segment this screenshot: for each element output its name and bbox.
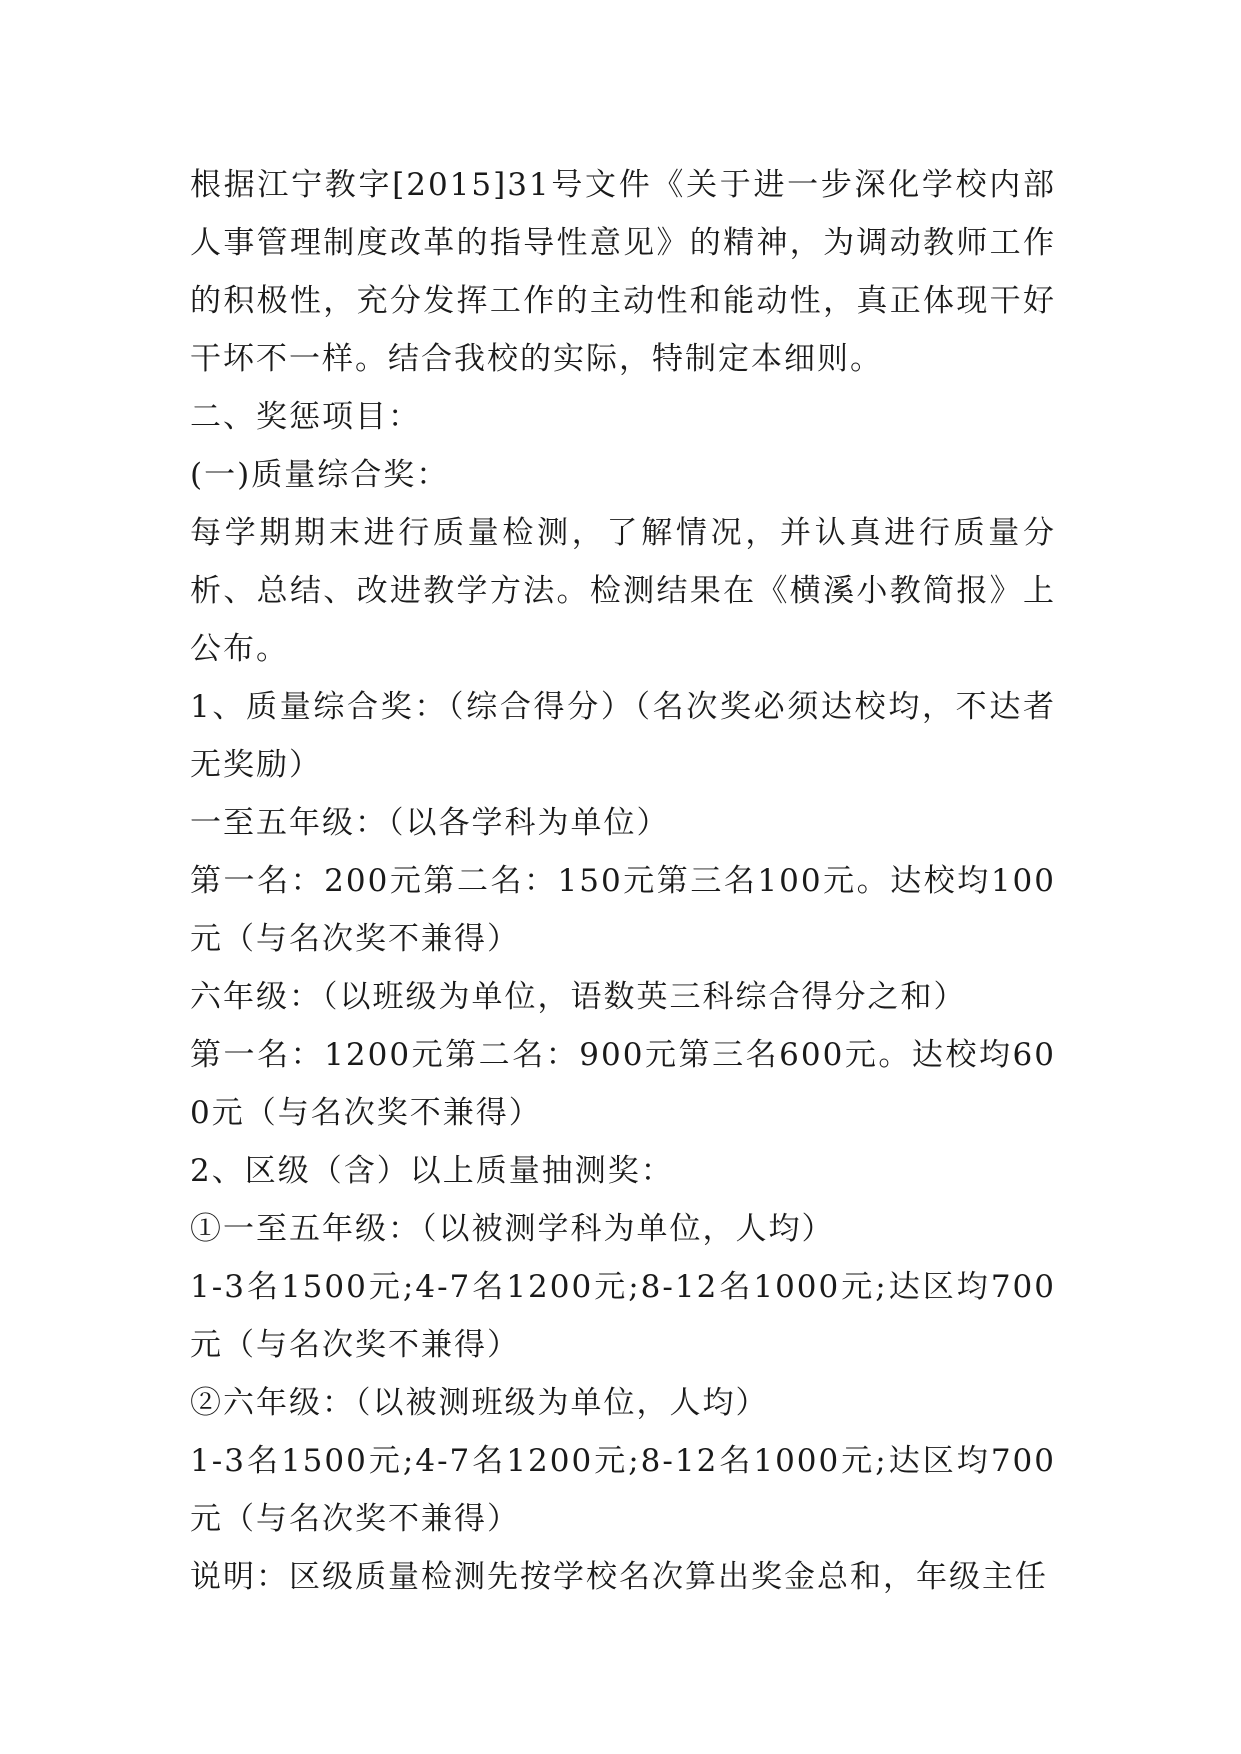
item-grades-1-5: 一至五年级：（以各学科为单位） (190, 805, 670, 841)
section-heading-rewards: 二、奖惩项目： (190, 399, 421, 435)
subsection-heading-quality-award: (一)质量综合奖： (190, 457, 450, 493)
paragraph-quality-testing: 每学期期末进行质量检测，了解情况，并认真进行质量分析、总结、改进教学方法。检测结果在《横溪小教简报》上公布。 (190, 515, 1056, 667)
item-grade-6: 六年级：（以班级为单位，语数英三科综合得分之和） (190, 979, 967, 1015)
item-district-grade-6: ②六年级：（以被测班级为单位，人均） (190, 1385, 769, 1421)
item-district-testing-award: 2、区级（含）以上质量抽测奖： (190, 1153, 674, 1189)
document-body (190, 156, 1056, 1606)
item-district-grade-6-prizes: 1-3名1500元;4-7名1200元;8-12名1000元;达区均700元（与名次奖不兼得） (190, 1443, 1056, 1537)
item-grade-6-prizes: 第一名：1200元第二名：900元第三名600元。达校均600元（与名次奖不兼得） (190, 1037, 1056, 1131)
paragraph-note: 说明：区级质量检测先按学校名次算出奖金总和，年级主任 (190, 1559, 1048, 1595)
paragraph-intro: 根据江宁教字[2015]31号文件《关于进一步深化学校内部人事管理制度改革的指导性意见》的精神，为调动教师工作的积极性，充分发挥工作的主动性和能动性，真正体现干好干坏不一样。结合我校的实际，特制定本细则。 (190, 167, 1056, 377)
item-quality-comprehensive-award: 1、质量综合奖：（综合得分）（名次奖必须达校均，不达者无奖励） (190, 689, 1056, 783)
item-grades-1-5-prizes: 第一名：200元第二名：150元第三名100元。达校均100元（与名次奖不兼得） (190, 863, 1056, 957)
item-district-grades-1-5-prizes: 1-3名1500元;4-7名1200元;8-12名1000元;达区均700元（与名次奖不兼得） (190, 1269, 1056, 1363)
item-district-grades-1-5: ①一至五年级：（以被测学科为单位，人均） (190, 1211, 835, 1247)
